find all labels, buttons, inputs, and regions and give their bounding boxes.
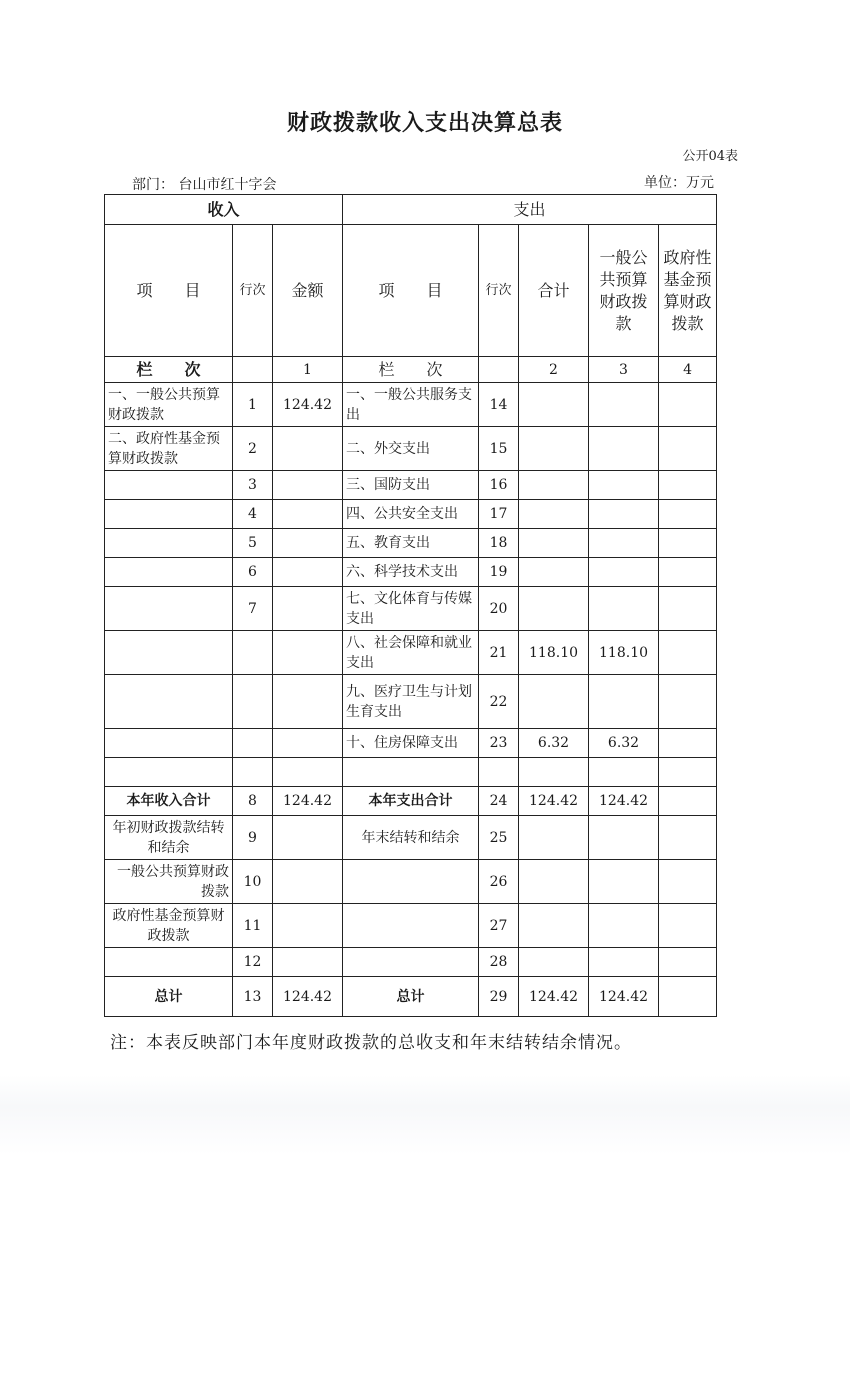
income-line-cell bbox=[233, 631, 273, 675]
gov-fund-cell bbox=[659, 860, 717, 904]
gov-fund-cell bbox=[659, 383, 717, 427]
expense-total-cell: 118.10 bbox=[519, 631, 589, 675]
expense-line-cell bbox=[479, 758, 519, 787]
expense-total-cell: 124.42 bbox=[519, 977, 589, 1017]
expense-total-cell: 6.32 bbox=[519, 729, 589, 758]
general-budget-cell bbox=[589, 860, 659, 904]
income-item-cell: 总计 bbox=[105, 977, 233, 1017]
expense-total-cell bbox=[519, 758, 589, 787]
expense-item-cell: 本年支出合计 bbox=[343, 787, 479, 816]
expense-line-header: 行次 bbox=[479, 225, 519, 357]
expense-item-header: 项 目 bbox=[343, 225, 479, 357]
income-line-cell: 10 bbox=[233, 860, 273, 904]
table-row bbox=[105, 675, 717, 729]
table-row bbox=[105, 977, 717, 1017]
table-row bbox=[105, 500, 717, 529]
expense-line-cell: 22 bbox=[479, 675, 519, 729]
income-line-cell: 7 bbox=[233, 587, 273, 631]
general-budget-cell bbox=[589, 383, 659, 427]
gov-fund-cell bbox=[659, 471, 717, 500]
income-line-cell: 12 bbox=[233, 948, 273, 977]
expense-item-cell: 三、国防支出 bbox=[343, 471, 479, 500]
income-line-cell: 4 bbox=[233, 500, 273, 529]
income-item-cell: 二、政府性基金预算财政拨款 bbox=[105, 427, 233, 471]
gov-fund-cell bbox=[659, 558, 717, 587]
column-index-row bbox=[105, 357, 717, 383]
gov-fund-cell bbox=[659, 948, 717, 977]
expense-line-cell: 29 bbox=[479, 977, 519, 1017]
table-row bbox=[105, 729, 717, 758]
gov-fund-cell bbox=[659, 977, 717, 1017]
expense-line-cell: 28 bbox=[479, 948, 519, 977]
expense-item-cell: 二、外交支出 bbox=[343, 427, 479, 471]
column-label-income: 栏 次 bbox=[105, 357, 233, 383]
income-amount-cell bbox=[273, 471, 343, 500]
income-line-cell: 13 bbox=[233, 977, 273, 1017]
expense-item-cell bbox=[343, 758, 479, 787]
expense-item-cell: 四、公共安全支出 bbox=[343, 500, 479, 529]
table-row bbox=[105, 860, 717, 904]
general-budget-cell bbox=[589, 558, 659, 587]
expense-line-cell: 27 bbox=[479, 904, 519, 948]
income-line-cell bbox=[233, 729, 273, 758]
expense-item-cell bbox=[343, 948, 479, 977]
expense-header: 支出 bbox=[343, 195, 717, 225]
income-item-cell: 一般公共预算财政拨款 bbox=[105, 860, 233, 904]
general-budget-cell bbox=[589, 500, 659, 529]
expense-total-cell bbox=[519, 558, 589, 587]
expense-item-cell bbox=[343, 860, 479, 904]
income-item-cell bbox=[105, 471, 233, 500]
income-item-header: 项 目 bbox=[105, 225, 233, 357]
table-row bbox=[105, 758, 717, 787]
expense-line-cell: 25 bbox=[479, 816, 519, 860]
expense-total-cell: 124.42 bbox=[519, 787, 589, 816]
gov-fund-cell bbox=[659, 500, 717, 529]
general-budget-cell bbox=[589, 471, 659, 500]
scan-shadow bbox=[0, 1075, 850, 1155]
column-label-expense: 栏 次 bbox=[343, 357, 479, 383]
expense-line-cell: 16 bbox=[479, 471, 519, 500]
department-label: 部门： 台山市红十字会 bbox=[132, 177, 277, 193]
expense-total-cell bbox=[519, 500, 589, 529]
gov-fund-cell bbox=[659, 758, 717, 787]
income-item-cell bbox=[105, 675, 233, 729]
expense-item-cell: 年末结转和结余 bbox=[343, 816, 479, 860]
column-index-blank bbox=[479, 357, 519, 383]
expense-line-cell: 24 bbox=[479, 787, 519, 816]
column-index-2: 2 bbox=[519, 357, 589, 383]
table-row bbox=[105, 816, 717, 860]
gov-fund-cell bbox=[659, 787, 717, 816]
expense-line-cell: 21 bbox=[479, 631, 519, 675]
gov-fund-cell bbox=[659, 904, 717, 948]
expense-line-cell: 20 bbox=[479, 587, 519, 631]
income-line-cell: 9 bbox=[233, 816, 273, 860]
expense-line-cell: 17 bbox=[479, 500, 519, 529]
general-budget-cell bbox=[589, 816, 659, 860]
footnote: 注：本表反映部门本年度财政拨款的总收支和年末结转结余情况。 bbox=[110, 1033, 632, 1053]
expense-total-cell bbox=[519, 948, 589, 977]
expense-total-cell bbox=[519, 383, 589, 427]
table-row bbox=[105, 383, 717, 427]
column-index-blank bbox=[233, 357, 273, 383]
gov-fund-cell bbox=[659, 729, 717, 758]
column-index-3: 3 bbox=[589, 357, 659, 383]
general-budget-header: 一般公共预算财政拨款 bbox=[589, 225, 659, 357]
income-item-cell bbox=[105, 558, 233, 587]
income-amount-cell bbox=[273, 729, 343, 758]
income-amount-cell bbox=[273, 427, 343, 471]
income-amount-cell: 124.42 bbox=[273, 977, 343, 1017]
general-budget-cell bbox=[589, 529, 659, 558]
income-line-header: 行次 bbox=[233, 225, 273, 357]
general-budget-cell: 6.32 bbox=[589, 729, 659, 758]
expense-total-cell bbox=[519, 816, 589, 860]
gov-fund-header: 政府性基金预算财政拨款 bbox=[659, 225, 717, 357]
header-row-columns bbox=[105, 225, 717, 357]
income-line-cell: 11 bbox=[233, 904, 273, 948]
expense-item-cell bbox=[343, 904, 479, 948]
expense-item-cell: 九、医疗卫生与计划生育支出 bbox=[343, 675, 479, 729]
column-index-4: 4 bbox=[659, 357, 717, 383]
expense-total-cell bbox=[519, 471, 589, 500]
general-budget-cell bbox=[589, 675, 659, 729]
income-amount-cell bbox=[273, 675, 343, 729]
expense-item-cell: 一、一般公共服务支出 bbox=[343, 383, 479, 427]
income-item-cell bbox=[105, 500, 233, 529]
income-item-cell bbox=[105, 631, 233, 675]
expense-item-cell: 十、住房保障支出 bbox=[343, 729, 479, 758]
income-line-cell bbox=[233, 675, 273, 729]
income-amount-cell bbox=[273, 904, 343, 948]
income-item-cell bbox=[105, 529, 233, 558]
table-row bbox=[105, 631, 717, 675]
income-amount-cell bbox=[273, 758, 343, 787]
income-item-cell bbox=[105, 948, 233, 977]
income-amount-header: 金额 bbox=[273, 225, 343, 357]
expense-item-cell: 七、文化体育与传媒支出 bbox=[343, 587, 479, 631]
expense-total-cell bbox=[519, 427, 589, 471]
expense-total-cell bbox=[519, 587, 589, 631]
expense-line-cell: 18 bbox=[479, 529, 519, 558]
form-number: 公开04表 bbox=[682, 149, 738, 164]
expense-item-cell: 六、科学技术支出 bbox=[343, 558, 479, 587]
expense-line-cell: 14 bbox=[479, 383, 519, 427]
expense-total-cell bbox=[519, 904, 589, 948]
gov-fund-cell bbox=[659, 529, 717, 558]
expense-total-header: 合计 bbox=[519, 225, 589, 357]
document-title: 财政拨款收入支出决算总表 bbox=[286, 110, 563, 136]
income-line-cell: 6 bbox=[233, 558, 273, 587]
table-row bbox=[105, 558, 717, 587]
table-row bbox=[105, 904, 717, 948]
table-row bbox=[105, 787, 717, 816]
gov-fund-cell bbox=[659, 816, 717, 860]
column-index-1: 1 bbox=[273, 357, 343, 383]
income-item-cell bbox=[105, 758, 233, 787]
gov-fund-cell bbox=[659, 675, 717, 729]
expense-total-cell bbox=[519, 675, 589, 729]
income-item-cell: 本年收入合计 bbox=[105, 787, 233, 816]
income-amount-cell bbox=[273, 631, 343, 675]
income-header: 收入 bbox=[105, 195, 343, 225]
income-amount-cell: 124.42 bbox=[273, 383, 343, 427]
header-row-group bbox=[105, 195, 717, 225]
budget-table bbox=[104, 194, 717, 1017]
table-row bbox=[105, 948, 717, 977]
income-line-cell: 2 bbox=[233, 427, 273, 471]
general-budget-cell: 118.10 bbox=[589, 631, 659, 675]
income-line-cell bbox=[233, 758, 273, 787]
general-budget-cell bbox=[589, 904, 659, 948]
expense-total-cell bbox=[519, 529, 589, 558]
expense-item-cell: 总计 bbox=[343, 977, 479, 1017]
table-row bbox=[105, 529, 717, 558]
general-budget-cell bbox=[589, 427, 659, 471]
expense-total-cell bbox=[519, 860, 589, 904]
expense-line-cell: 19 bbox=[479, 558, 519, 587]
income-amount-cell: 124.42 bbox=[273, 787, 343, 816]
income-amount-cell bbox=[273, 816, 343, 860]
gov-fund-cell bbox=[659, 631, 717, 675]
general-budget-cell bbox=[589, 587, 659, 631]
expense-item-cell: 八、社会保障和就业支出 bbox=[343, 631, 479, 675]
expense-line-cell: 15 bbox=[479, 427, 519, 471]
income-item-cell bbox=[105, 587, 233, 631]
general-budget-cell: 124.42 bbox=[589, 787, 659, 816]
income-amount-cell bbox=[273, 529, 343, 558]
income-amount-cell bbox=[273, 558, 343, 587]
table-row bbox=[105, 471, 717, 500]
unit-label: 单位：万元 bbox=[644, 175, 714, 191]
table-row bbox=[105, 587, 717, 631]
income-amount-cell bbox=[273, 500, 343, 529]
expense-line-cell: 26 bbox=[479, 860, 519, 904]
gov-fund-cell bbox=[659, 427, 717, 471]
income-amount-cell bbox=[273, 587, 343, 631]
income-line-cell: 3 bbox=[233, 471, 273, 500]
income-amount-cell bbox=[273, 860, 343, 904]
income-item-cell: 一、一般公共预算财政拨款 bbox=[105, 383, 233, 427]
expense-line-cell: 23 bbox=[479, 729, 519, 758]
income-amount-cell bbox=[273, 948, 343, 977]
income-item-cell: 政府性基金预算财政拨款 bbox=[105, 904, 233, 948]
expense-item-cell: 五、教育支出 bbox=[343, 529, 479, 558]
income-line-cell: 1 bbox=[233, 383, 273, 427]
table-row bbox=[105, 427, 717, 471]
general-budget-cell bbox=[589, 758, 659, 787]
income-line-cell: 8 bbox=[233, 787, 273, 816]
income-line-cell: 5 bbox=[233, 529, 273, 558]
income-item-cell: 年初财政拨款结转和结余 bbox=[105, 816, 233, 860]
general-budget-cell bbox=[589, 948, 659, 977]
income-item-cell bbox=[105, 729, 233, 758]
gov-fund-cell bbox=[659, 587, 717, 631]
general-budget-cell: 124.42 bbox=[589, 977, 659, 1017]
